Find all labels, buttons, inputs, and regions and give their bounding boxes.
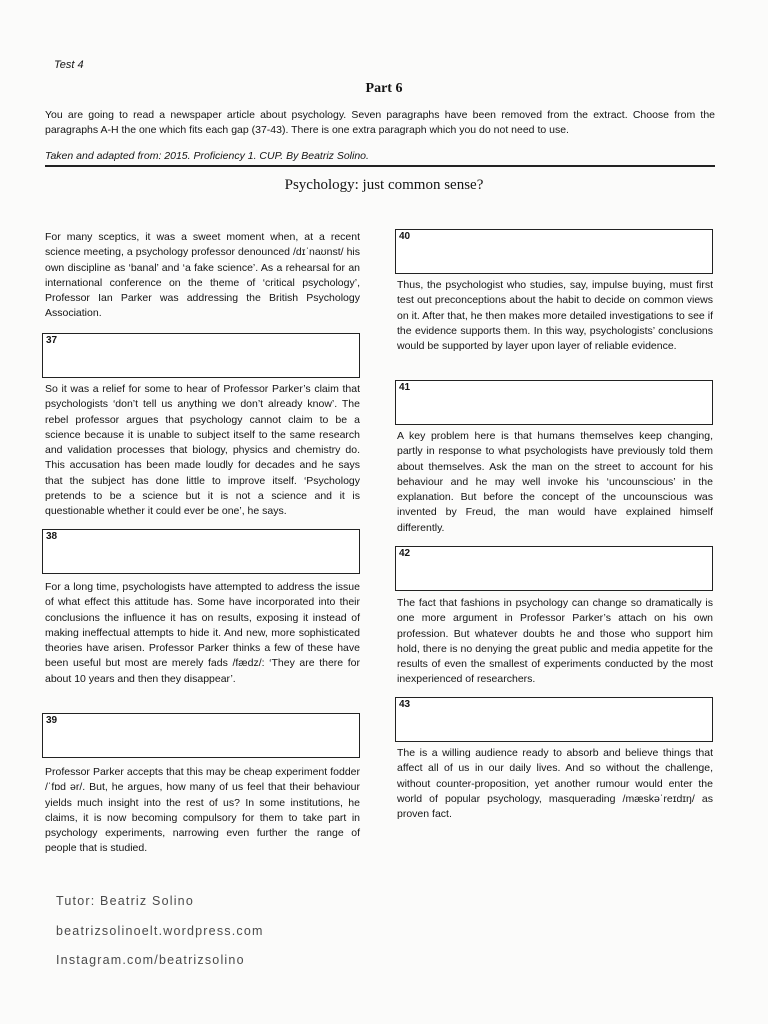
gap-number: 39 [46,715,58,726]
footer-instagram[interactable]: Instagram.com/beatrizsolino [56,953,245,967]
gap-number: 42 [399,548,411,559]
gap-number: 40 [399,231,411,242]
paragraph-3: For a long time, psychologists have attempted to address the issue of what effect this attitude has. Some have incorporated into their conclusions the influence it has on results, exposing it instead of making ineffectual attempts to hide it. And new, more sophisticated theories have arisen. Professor Parker thinks a few of these have been useful but most are merely fads /fædz/: ‘They are there for about 10 years and then they disappear’. [45,581,360,685]
paragraph-4: Professor Parker accepts that this may be cheap experiment fodder /ˈfɒd ər/. But, he argues, how many of us feel that their behaviour yields much insight into the rest of us? In some institutions, he claims, it is now becoming compulsory for them to take part in psychology experiments, narrowing even further the range of people that is studied. [45,766,360,855]
footer-tutor: Tutor: Beatriz Solino [56,894,194,908]
gap-41[interactable] [395,380,713,425]
gap-number: 37 [46,335,58,346]
gap-43[interactable] [395,697,713,742]
gap-38[interactable] [42,529,360,574]
paragraph-7: The fact that fashions in psychology can change so dramatically is one more argument in Professor Parker’s attach on his own profession. But whatever doubts he and those who support him hold, there is no denying the great public and media appetite for the results of even the smallest of experiments conducted by the most inexperienced of researchers. [397,597,713,686]
paragraph-8: The is a willing audience ready to absorb and believe things that affect all of us in our daily lives. And so without the challenge, without counter-proposition, yet another rumour would enter the world of popular psychology, masquerading /mæskəˈreɪdɪŋ/ as proven fact. [397,747,713,821]
divider [45,165,715,167]
source-note: Taken and adapted from: 2015. Proficiency 1. CUP. By Beatriz Solino. [45,150,369,162]
gap-40[interactable] [395,229,713,274]
gap-39[interactable] [42,713,360,758]
paragraph-2: So it was a relief for some to hear of Professor Parker’s claim that psychologists ‘don’t tell us anything we don’t already know’. The rebel professor argues that psychology cannot claim to be a science because it is unable to subject itself to the same research and validation processes that biology, physics and chemistry do. This accusation has been made loudly for decades and he says that the subject has done little to improve itself. ‘Psychology pretends to be a science but it is not a science and it is questionable whether it could ever be one’, he says. [45,383,360,518]
gap-number: 43 [399,699,411,710]
gap-number: 41 [399,382,411,393]
article-title: Psychology: just common sense? [284,177,484,193]
paragraph-5: Thus, the psychologist who studies, say, impulse buying, must first test out preconceptions about the habit to decide on common views on it. After that, he then makes more detailed investigations to see if the evidence supports them. In this way, psychologists’ conclusions would be supported by layer upon layer of reliable evidence. [397,279,713,353]
paragraph-6: A key problem here is that humans themselves keep changing, partly in response to what psychologists have previously told them about themselves. Ask the man on the street to account for his behaviour and he may well invoke his ‘uncounscious’ in the explanation. But before the concept of the uncounscious was invented by Freud, the man would have explained himself differently. [397,430,713,534]
test-label: Test 4 [54,59,84,71]
part-title: Part 6 [365,81,403,96]
instructions: You are going to read a newspaper article about psychology. Seven paragraphs have been removed from the extract. Choose from the paragraphs A-H the one which fits each gap (37-43). There is one extra paragraph which you do not need to use. [45,109,715,136]
footer-website[interactable]: beatrizsolinoelt.wordpress.com [56,924,264,938]
gap-number: 38 [46,531,58,542]
gap-42[interactable] [395,546,713,591]
gap-37[interactable] [42,333,360,378]
paragraph-1: For many sceptics, it was a sweet moment when, at a recent science meeting, a psychology professor denounced /dɪˈnaʊnst/ his own discipline as ‘banal’ and ‘a fake science’. As a rehearsal for an international conference on the theme of ‘critical psychology’, Professor Ian Parker was addressing the British Psychology Association. [45,231,360,320]
